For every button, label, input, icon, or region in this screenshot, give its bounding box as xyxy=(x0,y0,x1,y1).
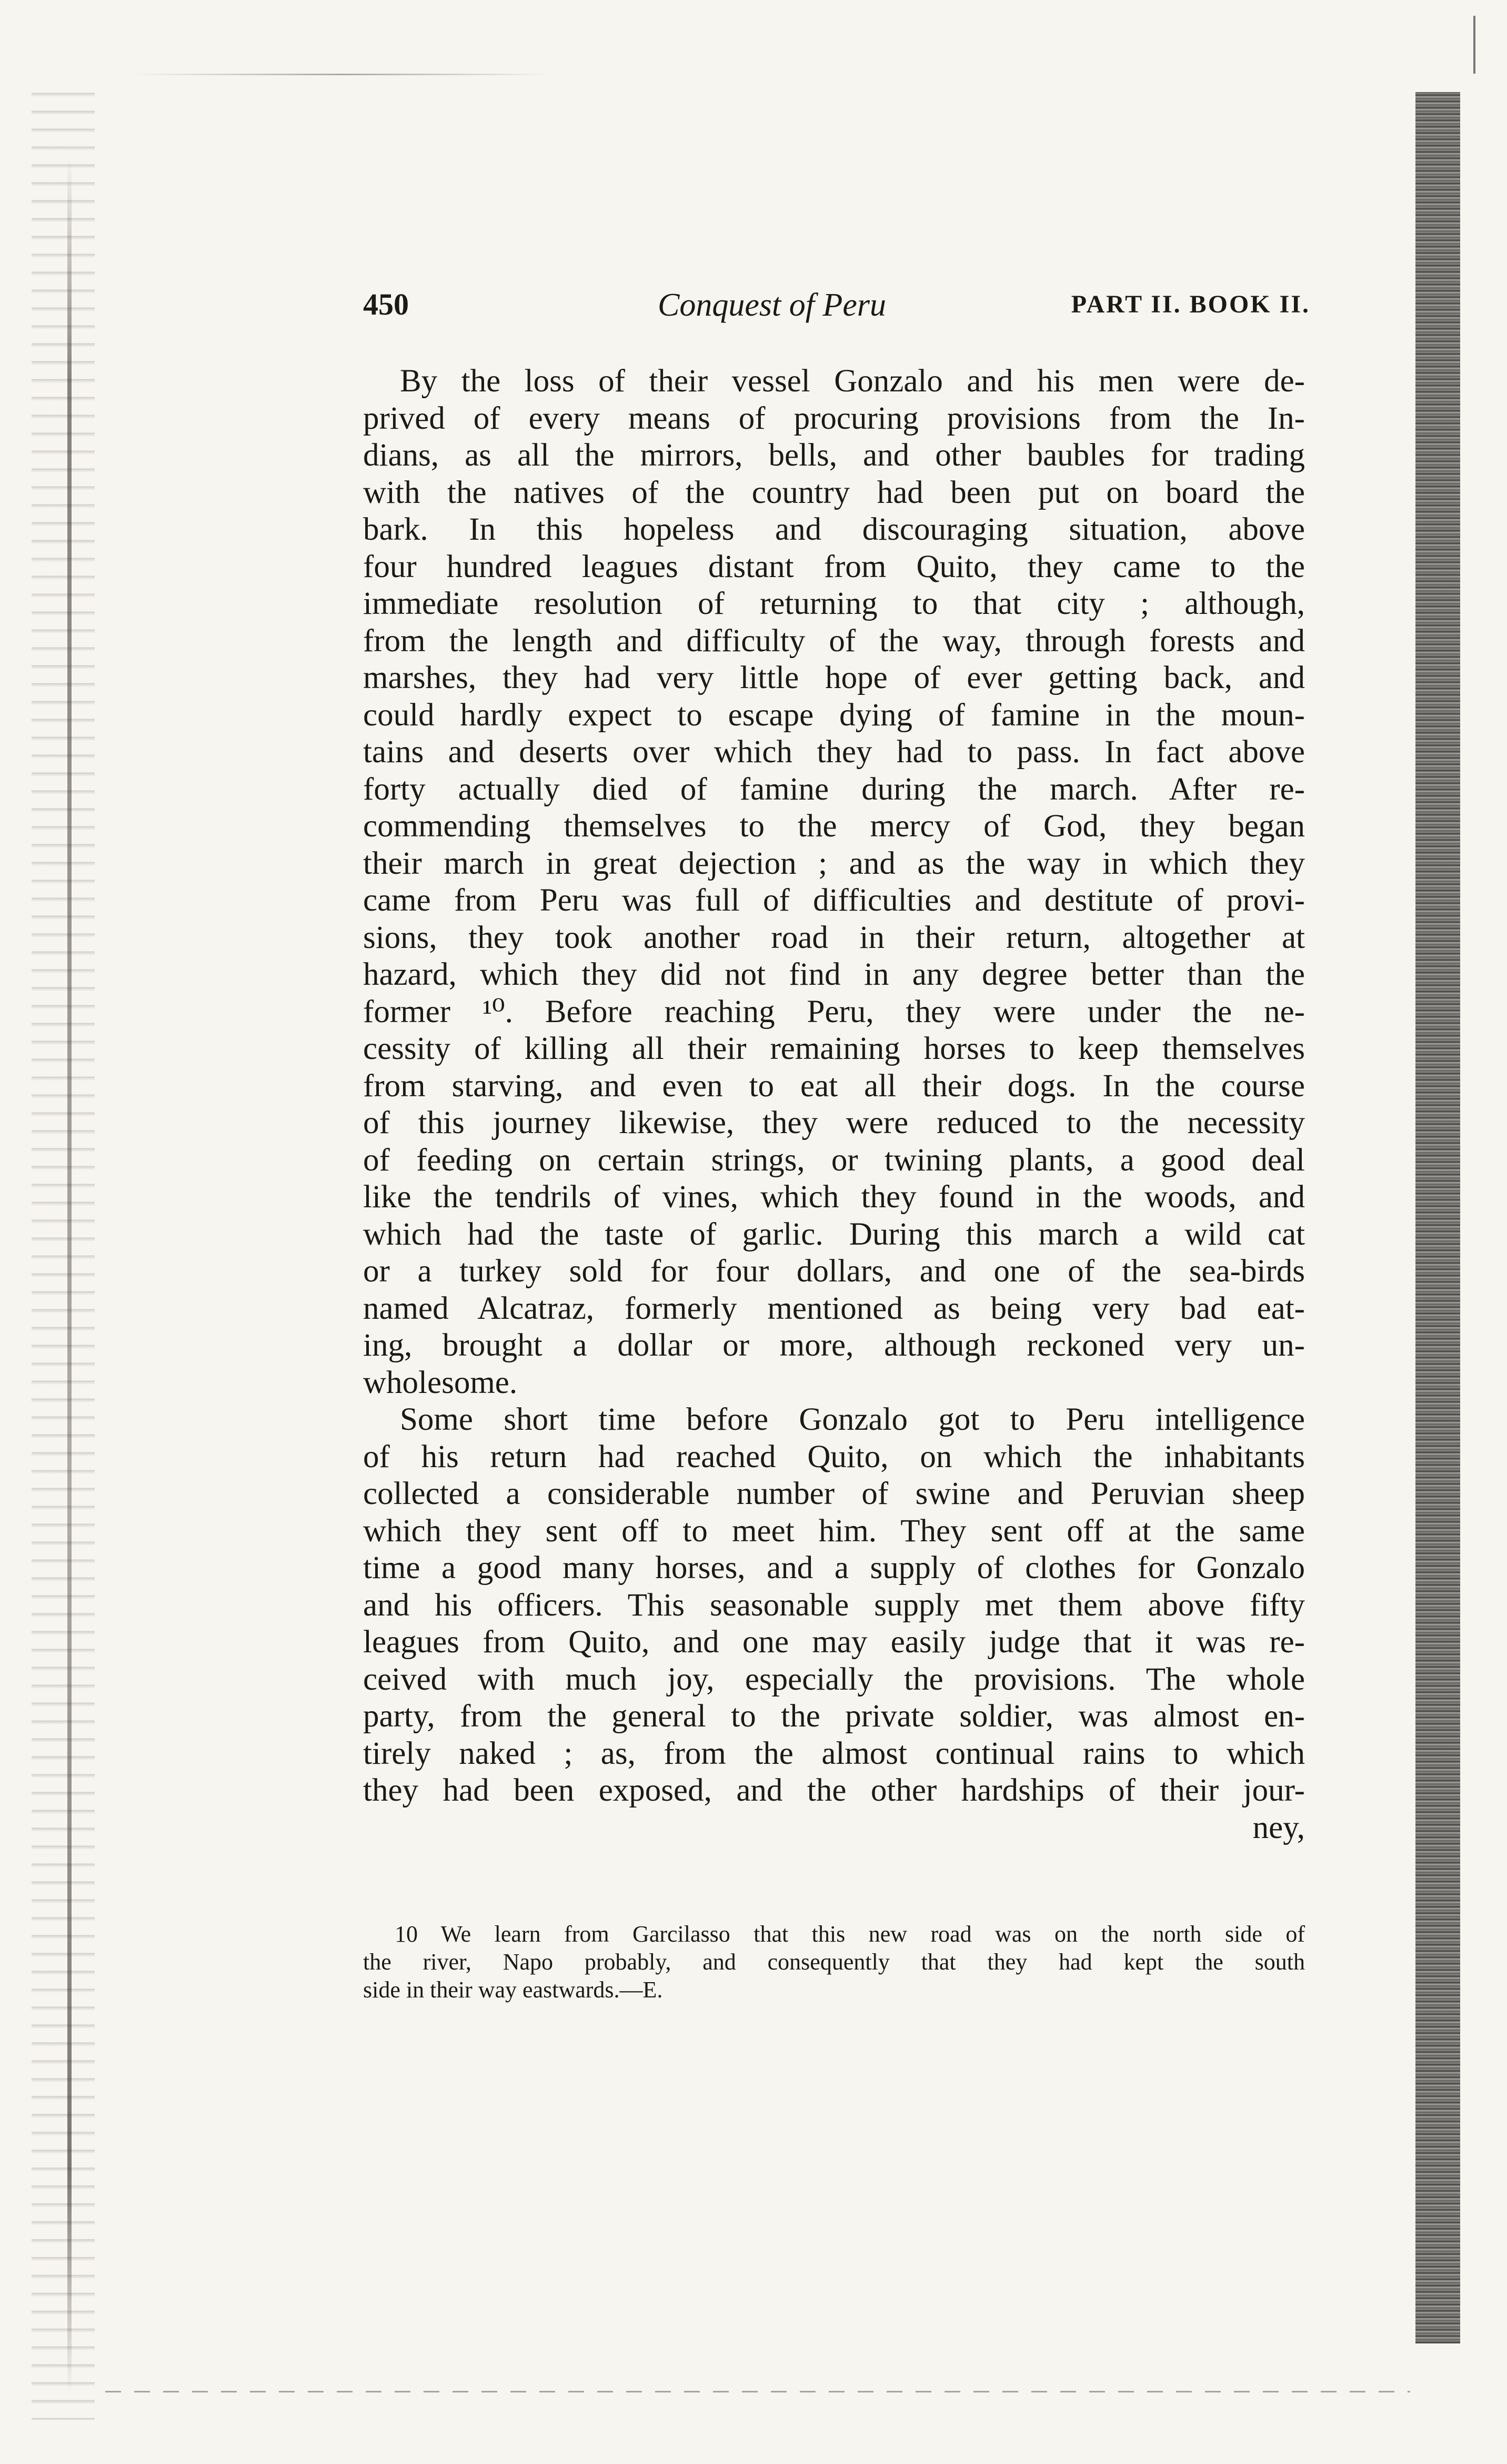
text-line: with the natives of the country had been put on board the xyxy=(363,474,1305,510)
text-line: sions, they took another road in their return, altogether at xyxy=(363,920,1305,955)
footnote-line: the river, Napo probably, and consequently that they had kept the south xyxy=(363,1949,1305,1975)
scan-top-artifact xyxy=(132,74,552,75)
text-line: By the loss of their vessel Gonzalo and his men were de- xyxy=(400,363,1305,399)
text-line: former ¹⁰. Before reaching Peru, they were under the ne- xyxy=(363,994,1305,1029)
text-line: from the length and difficulty of the way, through forests and xyxy=(363,623,1305,659)
catchword: ney, xyxy=(1252,1810,1305,1845)
text-line: of feeding on certain strings, or twining plants, a good deal xyxy=(363,1142,1305,1178)
scan-edge-mark xyxy=(1473,16,1475,74)
text-line: and his officers. This seasonable supply met them above fifty xyxy=(363,1587,1305,1623)
part-book-label: PART II. BOOK II. xyxy=(1071,290,1310,318)
text-line: ing, brought a dollar or more, although reckoned very un- xyxy=(363,1328,1305,1363)
text-line: or a turkey sold for four dollars, and one of the sea-birds xyxy=(363,1254,1305,1289)
text-line: they had been exposed, and the other hardships of their jour- xyxy=(363,1773,1305,1808)
text-line: tirely naked ; as, from the almost continual rains to which xyxy=(363,1735,1305,1771)
text-line: commending themselves to the mercy of God, they began xyxy=(363,809,1305,844)
text-line: like the tendrils of vines, which they found in the woods, and xyxy=(363,1179,1305,1215)
text-line: wholesome. xyxy=(363,1365,518,1400)
text-line: Some short time before Gonzalo got to Peru intelligence xyxy=(400,1402,1305,1437)
footnote-line: 10 We learn from Garcilasso that this new road was on the north side of xyxy=(395,1921,1305,1947)
scan-bottom-artifact xyxy=(105,2391,1410,2392)
text-line: their march in great dejection ; and as the way in which they xyxy=(363,845,1305,881)
text-line: party, from the general to the private soldier, was almost en- xyxy=(363,1699,1305,1734)
text-line: time a good many horses, and a supply of clothes for Gonzalo xyxy=(363,1550,1305,1586)
body-text xyxy=(363,363,1305,1846)
text-line: tains and deserts over which they had to pass. In fact above xyxy=(363,734,1305,770)
footnote xyxy=(363,1920,1305,2004)
text-line: leagues from Quito, and one may easily judge that it was re- xyxy=(363,1624,1305,1660)
text-line: from starving, and even to eat all their dogs. In the course xyxy=(363,1068,1305,1104)
text-line: bark. In this hopeless and discouraging situation, above xyxy=(363,512,1305,547)
text-line: ceived with much joy, especially the provisions. The whole xyxy=(363,1661,1305,1697)
running-head xyxy=(363,287,1310,329)
text-line: hazard, which they did not find in any degree better than the xyxy=(363,957,1305,992)
footnote-line: side in their way eastwards.—E. xyxy=(363,1977,663,2003)
scan-binding-edge xyxy=(67,158,72,2394)
text-line: prived of every means of procuring provisions from the In- xyxy=(363,400,1305,436)
scan-gutter-shadow xyxy=(32,79,95,2420)
text-line: four hundred leagues distant from Quito, they came to the xyxy=(363,549,1305,584)
text-line: dians, as all the mirrors, bells, and other baubles for trading xyxy=(363,438,1305,473)
scan-page-edge xyxy=(1415,92,1460,2344)
text-line: forty actually died of famine during the march. After re- xyxy=(363,771,1305,807)
text-line: collected a considerable number of swine and Peruvian sheep xyxy=(363,1476,1305,1511)
text-line: which had the taste of garlic. During this march a wild cat xyxy=(363,1216,1305,1252)
text-line: of this journey likewise, they were reduced to the necessity xyxy=(363,1105,1305,1140)
text-line: immediate resolution of returning to that city ; although, xyxy=(363,586,1305,621)
text-line: of his return had reached Quito, on which the inhabitants xyxy=(363,1439,1305,1475)
text-line: came from Peru was full of difficulties and destitute of provi- xyxy=(363,883,1305,918)
page-number: 450 xyxy=(363,287,409,321)
text-line: which they sent off to meet him. They sent off at the same xyxy=(363,1513,1305,1549)
text-line: named Alcatraz, formerly mentioned as being very bad eat- xyxy=(363,1290,1305,1326)
running-title: Conquest of Peru xyxy=(658,287,886,323)
text-line: cessity of killing all their remaining horses to keep themselves xyxy=(363,1031,1305,1066)
text-line: marshes, they had very little hope of ever getting back, and xyxy=(363,660,1305,695)
text-line: could hardly expect to escape dying of famine in the moun- xyxy=(363,697,1305,733)
